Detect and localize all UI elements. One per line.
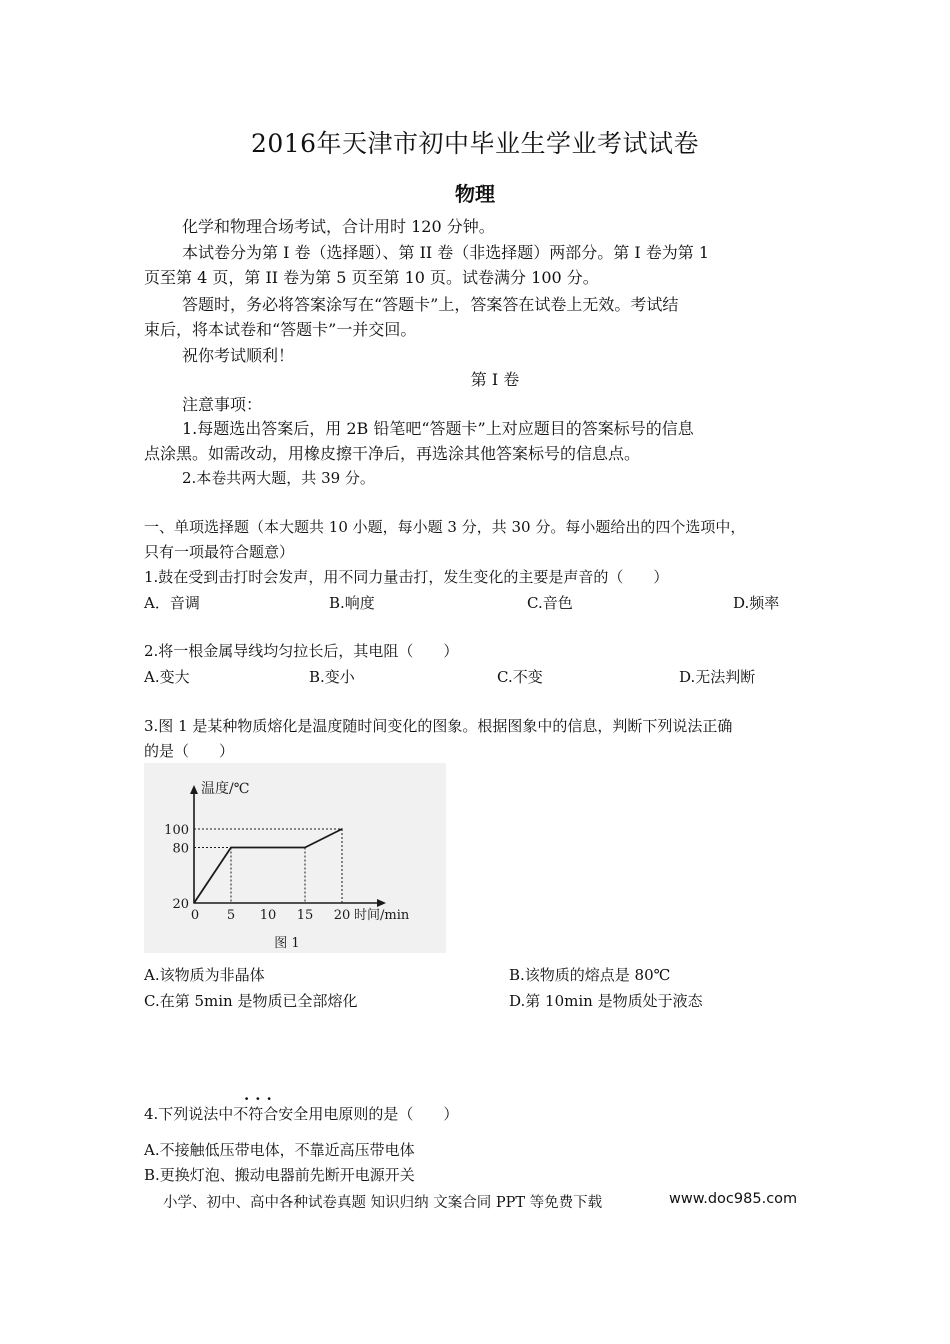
y-tick-label: 100: [164, 823, 189, 838]
notice-title: 注意事项：: [182, 395, 263, 414]
emphasis-dots: ···: [244, 1090, 278, 1108]
x-tick-label: 15: [296, 908, 314, 923]
footer-text: 小学、初中、高中各种试卷真题 知识归纳 文案合同 PPT 等免费下载: [163, 1195, 603, 1211]
data-point: [193, 902, 195, 904]
y-tick-label: 20: [172, 897, 189, 912]
q2-option-b: B.变小: [309, 668, 355, 686]
subject-title: 物理: [455, 182, 495, 206]
x-tick-label: 0: [190, 908, 200, 923]
x-tick-label: 10: [259, 908, 277, 923]
intro-line-3: 页至第 4 页，第 II 卷为第 5 页至第 10 页。试卷满分 100 分。: [144, 268, 599, 287]
figure-caption: 图 1: [274, 936, 300, 951]
q4-stem: 4.下列说法中不符合安全用电原则的是（ ）: [144, 1105, 459, 1123]
figure-1: [144, 763, 446, 953]
x-tick-label: 20: [333, 908, 351, 923]
q2-option-c: C.不变: [497, 668, 543, 686]
q1-option-b: B.响度: [329, 594, 375, 612]
notice-line-2: 点涂黑。如需改动，用橡皮擦干净后，再选涂其他答案标号的信息点。: [144, 444, 641, 463]
x-axis-arrow: [377, 899, 386, 907]
intro-line-1: 化学和物理合场考试，合计用时 120 分钟。: [182, 217, 495, 236]
section-title-line-2: 只有一项最符合题意）: [144, 543, 295, 561]
intro-line-5: 束后，将本试卷和“答题卡”一并交回。: [144, 320, 417, 339]
x-tick-label: 5: [226, 908, 236, 923]
q2-option-d: D.无法判断: [679, 668, 756, 686]
exam-title: 2016年天津市初中毕业生学业考试试卷: [250, 129, 700, 158]
q3-option-d: D.第 10min 是物质处于液态: [509, 992, 703, 1010]
q2-stem: 2.将一根金属导线均匀拉长后，其电阻（ ）: [144, 642, 459, 660]
q3-stem-line-1: 3.图 1 是某种物质熔化是温度随时间变化的图象。根据图象中的信息，判断下列说法正确: [144, 717, 733, 735]
q4-option-b: B.更换灯泡、搬动电器前先断开电源开关: [144, 1166, 415, 1184]
q3-option-c: C.在第 5min 是物质已全部熔化: [144, 992, 358, 1010]
volume-title: 第 I 卷: [470, 370, 520, 389]
y-tick-label: 80: [172, 841, 189, 857]
notice-line-1: 1.每题选出答案后，用 2B 铅笔吧“答题卡”上对应题目的答案标号的信息: [182, 419, 694, 438]
footer-link[interactable]: www.doc985.com: [669, 1191, 798, 1207]
q1-option-d: D.频率: [733, 594, 780, 612]
temperature-time-chart: [144, 763, 446, 953]
q1-option-c: C.音色: [527, 594, 573, 612]
x-axis-label: 时间/min: [354, 908, 410, 923]
q3-option-b: B.该物质的熔点是 80℃: [509, 966, 671, 984]
q2-option-a: A.变大: [144, 668, 190, 686]
notice-line-3: 2.本卷共两大题，共 39 分。: [182, 469, 375, 487]
intro-line-6: 祝你考试顺利！: [182, 346, 295, 365]
q3-option-a: A.该物质为非晶体: [144, 966, 265, 984]
series-line: [194, 829, 342, 903]
q4-option-a: A.不接触低压带电体，不靠近高压带电体: [144, 1141, 415, 1159]
intro-line-4: 答题时，务必将答案涂写在“答题卡”上，答案答在试卷上无效。考试结: [182, 295, 679, 314]
intro-line-2: 本试卷分为第 I 卷（选择题）、第 II 卷（非选择题）两部分。第 I 卷为第 1: [182, 243, 710, 262]
y-axis-arrow: [190, 785, 198, 794]
q1-stem: 1.鼓在受到击打时会发声，用不同力量击打，发生变化的主要是声音的（ ）: [144, 568, 669, 586]
q1-option-a: A．音调: [144, 594, 200, 612]
data-point: [341, 828, 343, 830]
y-axis-label: 温度/℃: [201, 781, 250, 797]
q3-stem-line-2: 的是（ ）: [144, 742, 235, 760]
data-point: [230, 847, 232, 849]
section-title-line-1: 一、单项选择题（本大题共 10 小题，每小题 3 分，共 30 分。每小题给出的四个选项中，: [144, 518, 746, 536]
data-point: [304, 847, 306, 849]
